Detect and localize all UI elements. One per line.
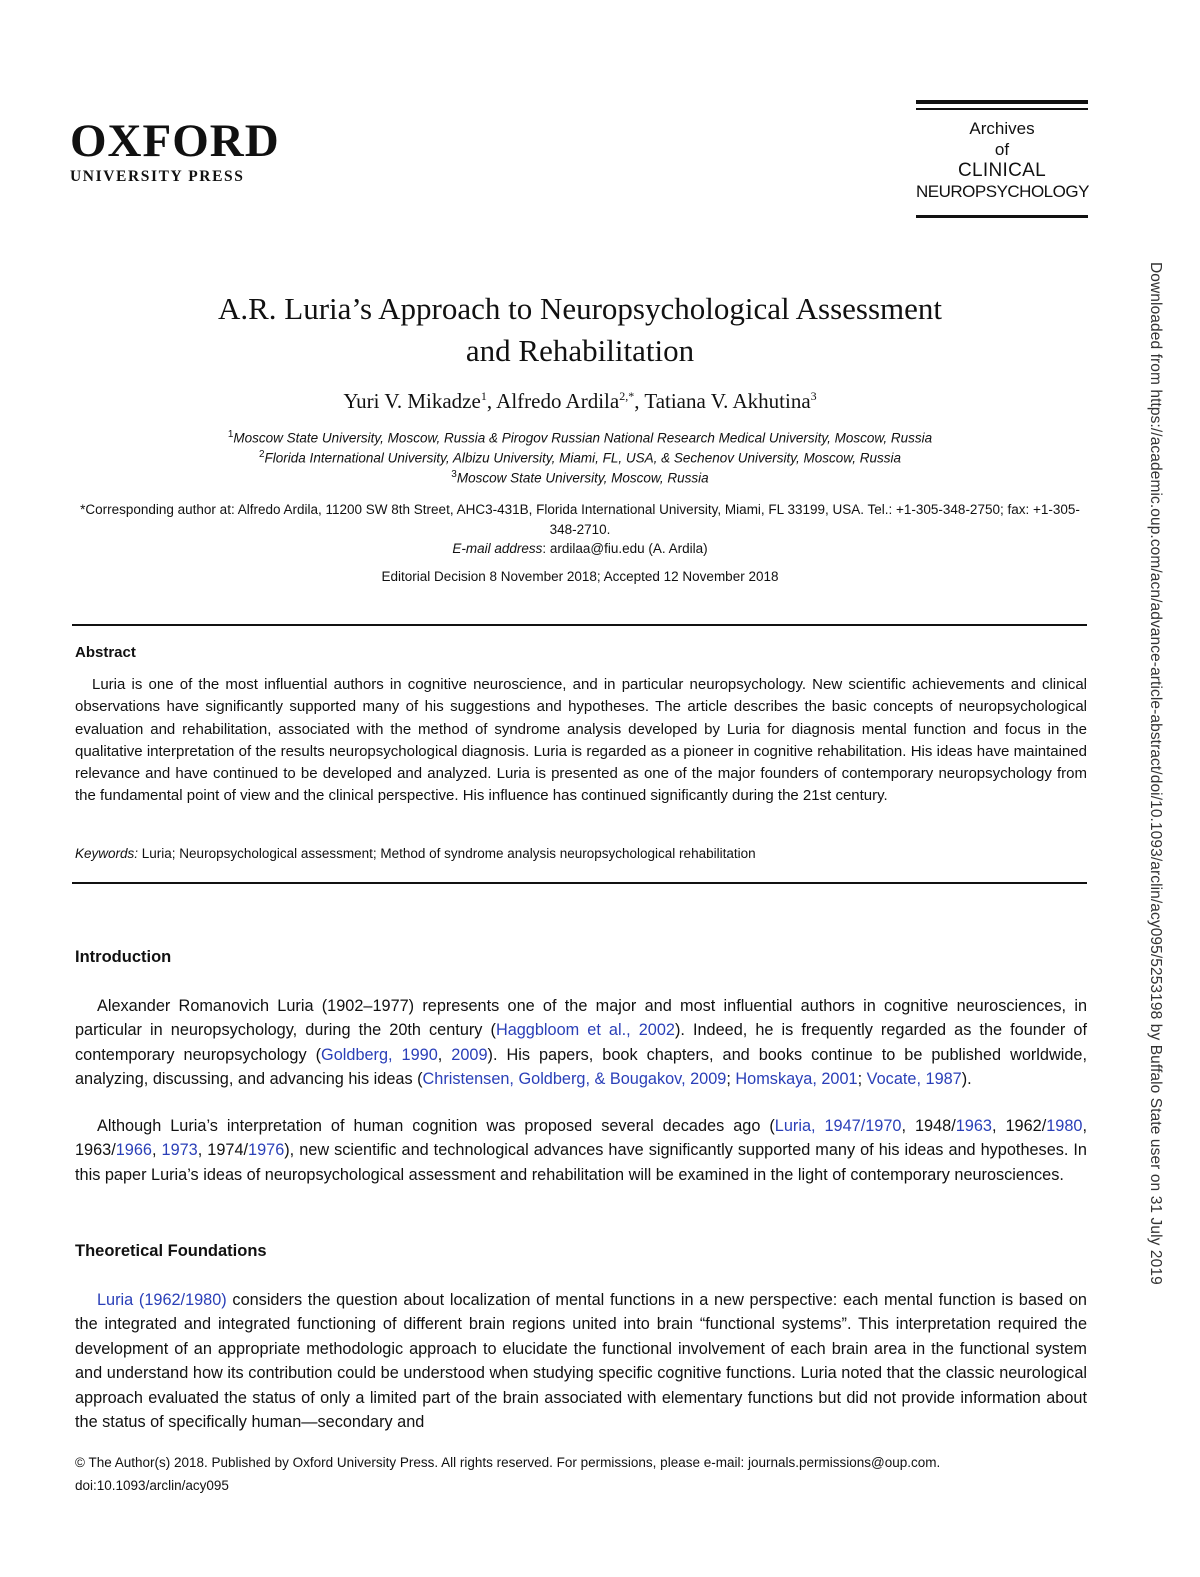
journal-title <box>916 118 1088 202</box>
article-title-line-2: and Rehabilitation <box>465 333 695 368</box>
affiliation-2 <box>120 449 1040 466</box>
section-heading-theoretical-foundations: Theoretical Foundations <box>75 1242 267 1260</box>
theory-paragraph-1 <box>75 1288 1087 1434</box>
journal-line-3: CLINICAL <box>958 160 1046 181</box>
citation-link[interactable]: Haggbloom et al., 2002 <box>495 1021 675 1040</box>
affiliation-mark: 3 <box>451 469 457 480</box>
author-list: Yuri V. Mikadze$^1$, Alfredo Ardila$^{2,*}$, Tatiana V. Akhutina$^3$ <box>343 389 817 413</box>
doi: doi:10.1093/arclin/acy095 <box>75 1478 229 1493</box>
body-text: , 1948/ <box>901 1117 956 1135</box>
citation-link[interactable]: 1973 <box>161 1141 198 1160</box>
body-text: Alexander Romanovich Luria (1902–1977) represents one of the major and most influential authors in cognitive neurosciences, in particular in neuropsychology, during the 20th century ( <box>75 997 1087 1040</box>
citation-link[interactable]: 1963 <box>955 1117 992 1135</box>
citation-link[interactable]: Goldberg, 1990 <box>321 1045 438 1064</box>
citation-link[interactable]: Homskaya, 2001 <box>735 1070 858 1089</box>
affiliation-mark: 1 <box>227 429 234 440</box>
body-text: ). His papers, book chapters, and books continue to be published worldwide, analyzing, discussing, and advancing his ideas ( <box>75 1045 1087 1089</box>
journal-masthead <box>916 100 1088 218</box>
corresponding-author: *Corresponding author at: Alfredo Ardila, 11200 SW 8th Street, AHC3-431B, Florida International University, Miami, FL 33199, USA. Tel.: +1-305-348-2750; fax: +1-305-348-2710. <box>80 502 1080 537</box>
masthead-bottom-rule <box>916 215 1088 218</box>
introduction-paragraph-2 <box>75 1114 1087 1187</box>
editorial-dates: Editorial Decision 8 November 2018; Accepted 12 November 2018 <box>381 569 779 584</box>
body-text: , 1974/ <box>197 1141 249 1160</box>
body-text: Although Luria’s interpretation of human cognition was proposed several decades ago ( <box>97 1117 775 1135</box>
keywords <box>75 846 756 861</box>
citation-link[interactable]: Christensen, Goldberg, & Bougakov, 2009 <box>422 1070 727 1089</box>
copyright-notice: © The Author(s) 2018. Published by Oxford University Press. All rights reserved. For permissions, please e-mail: journals.permissions@oup.com. <box>75 1455 941 1470</box>
affiliation-text: Florida International University, Albizu University, Miami, FL, USA, & Sechenov University, Moscow, Russia <box>264 450 902 466</box>
citation-link[interactable]: Luria, 1947/1970 <box>774 1117 902 1135</box>
author-email <box>80 541 1080 556</box>
affiliation-text: Moscow State University, Moscow, Russia <box>456 470 709 486</box>
section-heading-introduction: Introduction <box>75 948 172 966</box>
journal-line-2: of <box>994 140 1010 159</box>
publisher-logo-word: OXFORD <box>70 115 280 167</box>
citation-link[interactable]: 1980 <box>1046 1117 1083 1135</box>
citation-link[interactable]: Vocate, 1987 <box>866 1070 962 1089</box>
affiliation-1 <box>120 429 1040 446</box>
body-text: ), new scientific and technological advances have significantly supported many of his ideas and hypotheses. In this paper Luria’s ideas of neuropsychological assessment and rehabilitation will be examined in the light of contemporary neurosciences. <box>75 1141 1087 1184</box>
author-name: Alfredo Ardila <box>496 389 620 413</box>
citation-link[interactable]: 2009 <box>451 1045 488 1064</box>
citation-link[interactable]: 1976 <box>248 1141 285 1160</box>
author-affil-mark: 1 <box>480 389 487 403</box>
affiliation-3 <box>120 469 1040 486</box>
abstract-body: Luria is one of the most influential authors in cognitive neuroscience, and in particular neuropsychology. New scientific achievements and clinical observations have significantly supported many of his suggestions and hypotheses. The article describes the basic concepts of neuropsychological evaluation and rehabilitation, associated with the method of syndrome analysis developed by Luria for diagnosis mental function and focus in the qualitative interpretation of the results neuropsychological diagnosis. Luria is regarded as a pioneer in cognitive rehabilitation. His ideas have maintained relevance and have continued to be developed and analyzed. Luria is presented as one of the major founders of contemporary neuropsychology from the fundamental point of view and the clinical perspective. His influence has continued significantly during the 21st century. <box>75 676 1087 805</box>
publisher-logo-subtitle: UNIVERSITY PRESS <box>70 168 245 185</box>
author-name: Yuri V. Mikadze <box>343 389 481 413</box>
author-name: Tatiana V. Akhutina <box>644 389 811 413</box>
body-text: , 1963/ <box>75 1117 1087 1160</box>
download-watermark <box>1144 262 1164 1312</box>
publisher-logo <box>70 115 280 186</box>
citation-link[interactable]: Luria (1962/1980) <box>97 1291 227 1309</box>
download-watermark-text: Downloaded from https://academic.oup.com/acn/advance-article-abstract/doi/10.1093/arclin/acy095/5253198 by Buffalo State user on 31 July 2019 <box>1147 262 1164 1285</box>
abstract-heading: Abstract <box>75 644 136 661</box>
journal-line-1: Archives <box>969 119 1035 138</box>
author-affil-mark: 2,* <box>619 389 635 403</box>
citation-link[interactable]: 1966 <box>115 1141 152 1160</box>
email-label: E-mail address <box>452 541 543 556</box>
body-text: , <box>151 1141 162 1160</box>
body-text: ; <box>726 1070 736 1089</box>
body-text: considers the question about localization of mental functions in a new perspective: each mental function is based on the integrated and integrated functioning of different brain regions united into brain “functional systems”. This interpretation required the development of an appropriate methodologic approach to elucidate the functional involvement of each brain area in the functional system and understand how its contribution could be understood when studying specific cognitive functions. Luria noted that the classic neurological approach evaluated the status of only a limited part of the brain associated with elementary functions but did not provide information about the status of specifically human—secondary and <box>75 1291 1087 1432</box>
email-value[interactable]: : ardilaa@fiu.edu (A. Ardila) <box>542 541 708 556</box>
keywords-list: Luria; Neuropsychological assessment; Method of syndrome analysis neuropsychological rehabilitation <box>138 846 756 861</box>
abstract-bottom-rule <box>72 882 1087 884</box>
journal-line-4: NEUROPSYCHOLOGY <box>916 182 1089 201</box>
body-text: ; <box>857 1070 867 1089</box>
body-text: , 1962/ <box>991 1117 1047 1135</box>
masthead-top-rule-thin <box>916 108 1088 110</box>
body-text: ). <box>961 1070 972 1089</box>
article-title-line-1: A.R. Luria’s Approach to Neuropsychological Assessment <box>217 291 943 326</box>
body-text: ). Indeed, he is frequently regarded as the founder of contemporary neuropsychology ( <box>75 1021 1087 1064</box>
affiliation-mark: 2 <box>258 449 265 460</box>
article-title <box>120 288 1040 372</box>
body-text: , <box>437 1045 452 1064</box>
masthead-top-rule <box>916 100 1088 104</box>
affiliation-text: Moscow State University, Moscow, Russia & Pirogov Russian National Research Medical University, Moscow, Russia <box>233 430 933 446</box>
introduction-paragraph-1 <box>75 994 1087 1092</box>
keywords-label: Keywords: <box>75 846 139 861</box>
abstract-top-rule <box>72 624 1087 626</box>
author-affil-mark: 3 <box>810 389 817 403</box>
